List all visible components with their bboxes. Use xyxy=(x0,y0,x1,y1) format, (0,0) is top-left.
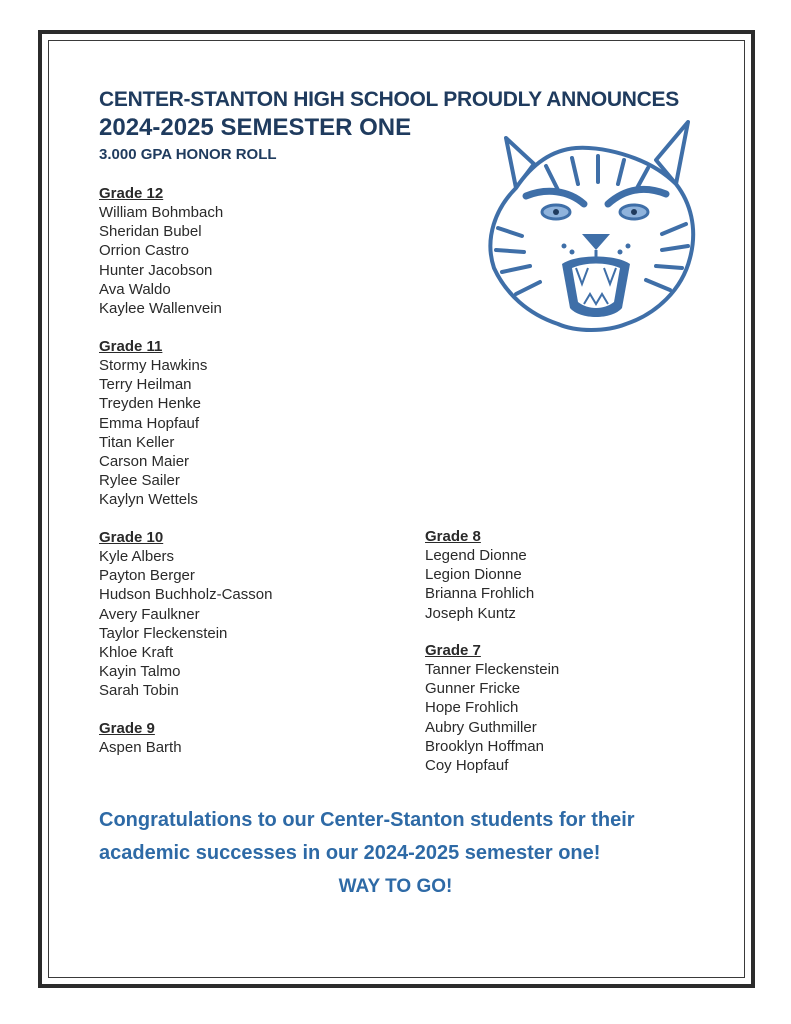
student-name: Payton Berger xyxy=(99,567,195,585)
grade-10-title: Grade 10 xyxy=(99,529,164,546)
student-name: Legion Dionne xyxy=(425,566,522,584)
student-name: Kyle Albers xyxy=(99,548,175,565)
student-name: William Bohmbach xyxy=(99,204,224,221)
semester-heading: 2024-2025 SEMESTER ONE xyxy=(99,114,412,141)
student-name: Legend Dionne xyxy=(425,547,527,564)
student-name: Sheridan Bubel xyxy=(99,223,202,241)
announcement-heading: CENTER-STANTON HIGH SCHOOL PROUDLY ANNOUNCES xyxy=(99,88,679,111)
grade-8-title: Grade 8 xyxy=(425,528,481,545)
wildcat-mascot-icon xyxy=(476,118,706,340)
student-name: Titan Keller xyxy=(99,433,175,451)
student-name: Stormy Hawkins xyxy=(99,357,208,374)
grade-7-title: Grade 7 xyxy=(425,642,481,659)
student-name: Terry Heilman xyxy=(99,376,192,394)
student-name: Tanner Fleckenstein xyxy=(425,661,560,678)
student-name: Brooklyn Hoffman xyxy=(425,737,544,755)
student-name: Kaylee Wallenvein xyxy=(99,300,222,318)
grade-11-section xyxy=(99,337,399,510)
student-name: Brianna Frohlich xyxy=(425,585,535,603)
student-name: Coy Hopfauf xyxy=(425,757,509,775)
grade-9-section xyxy=(99,719,399,757)
grade-10-section xyxy=(99,528,399,701)
student-name: Kayin Talmo xyxy=(99,663,181,681)
student-name: Orrion Castro xyxy=(99,242,190,260)
student-name: Aubry Guthmiller xyxy=(425,718,537,736)
student-name: Hudson Buchholz-Casson xyxy=(99,586,273,604)
honor-roll-subheading: 3.000 GPA HONOR ROLL xyxy=(99,146,277,163)
student-name: Avery Faulkner xyxy=(99,605,200,623)
student-name: Emma Hopfauf xyxy=(99,414,200,432)
grade-9-title: Grade 9 xyxy=(99,720,155,737)
student-name: Khloe Kraft xyxy=(99,644,174,662)
grade-12-section xyxy=(99,184,399,318)
student-name: Aspen Barth xyxy=(99,739,182,756)
student-name: Sarah Tobin xyxy=(99,682,179,700)
student-name: Kaylyn Wettels xyxy=(99,491,198,509)
grade-8-section xyxy=(425,527,725,623)
student-name: Taylor Fleckenstein xyxy=(99,624,228,642)
student-name: Ava Waldo xyxy=(99,280,171,298)
congratulations-message: Congratulations to our Center-Stanton students for their academic successes in our 2024-2025 semester one! xyxy=(99,809,635,864)
student-name: Joseph Kuntz xyxy=(425,604,516,622)
student-name: Hope Frohlich xyxy=(425,699,519,717)
way-to-go-banner: WAY TO GO! xyxy=(338,876,453,897)
student-name: Treyden Henke xyxy=(99,395,201,413)
grade-7-section xyxy=(425,641,725,775)
grade-12-title: Grade 12 xyxy=(99,185,164,202)
student-name: Carson Maier xyxy=(99,453,190,471)
student-name: Rylee Sailer xyxy=(99,472,180,490)
student-name: Gunner Fricke xyxy=(425,680,521,698)
student-name: Hunter Jacobson xyxy=(99,261,213,279)
grade-11-title: Grade 11 xyxy=(99,338,163,355)
